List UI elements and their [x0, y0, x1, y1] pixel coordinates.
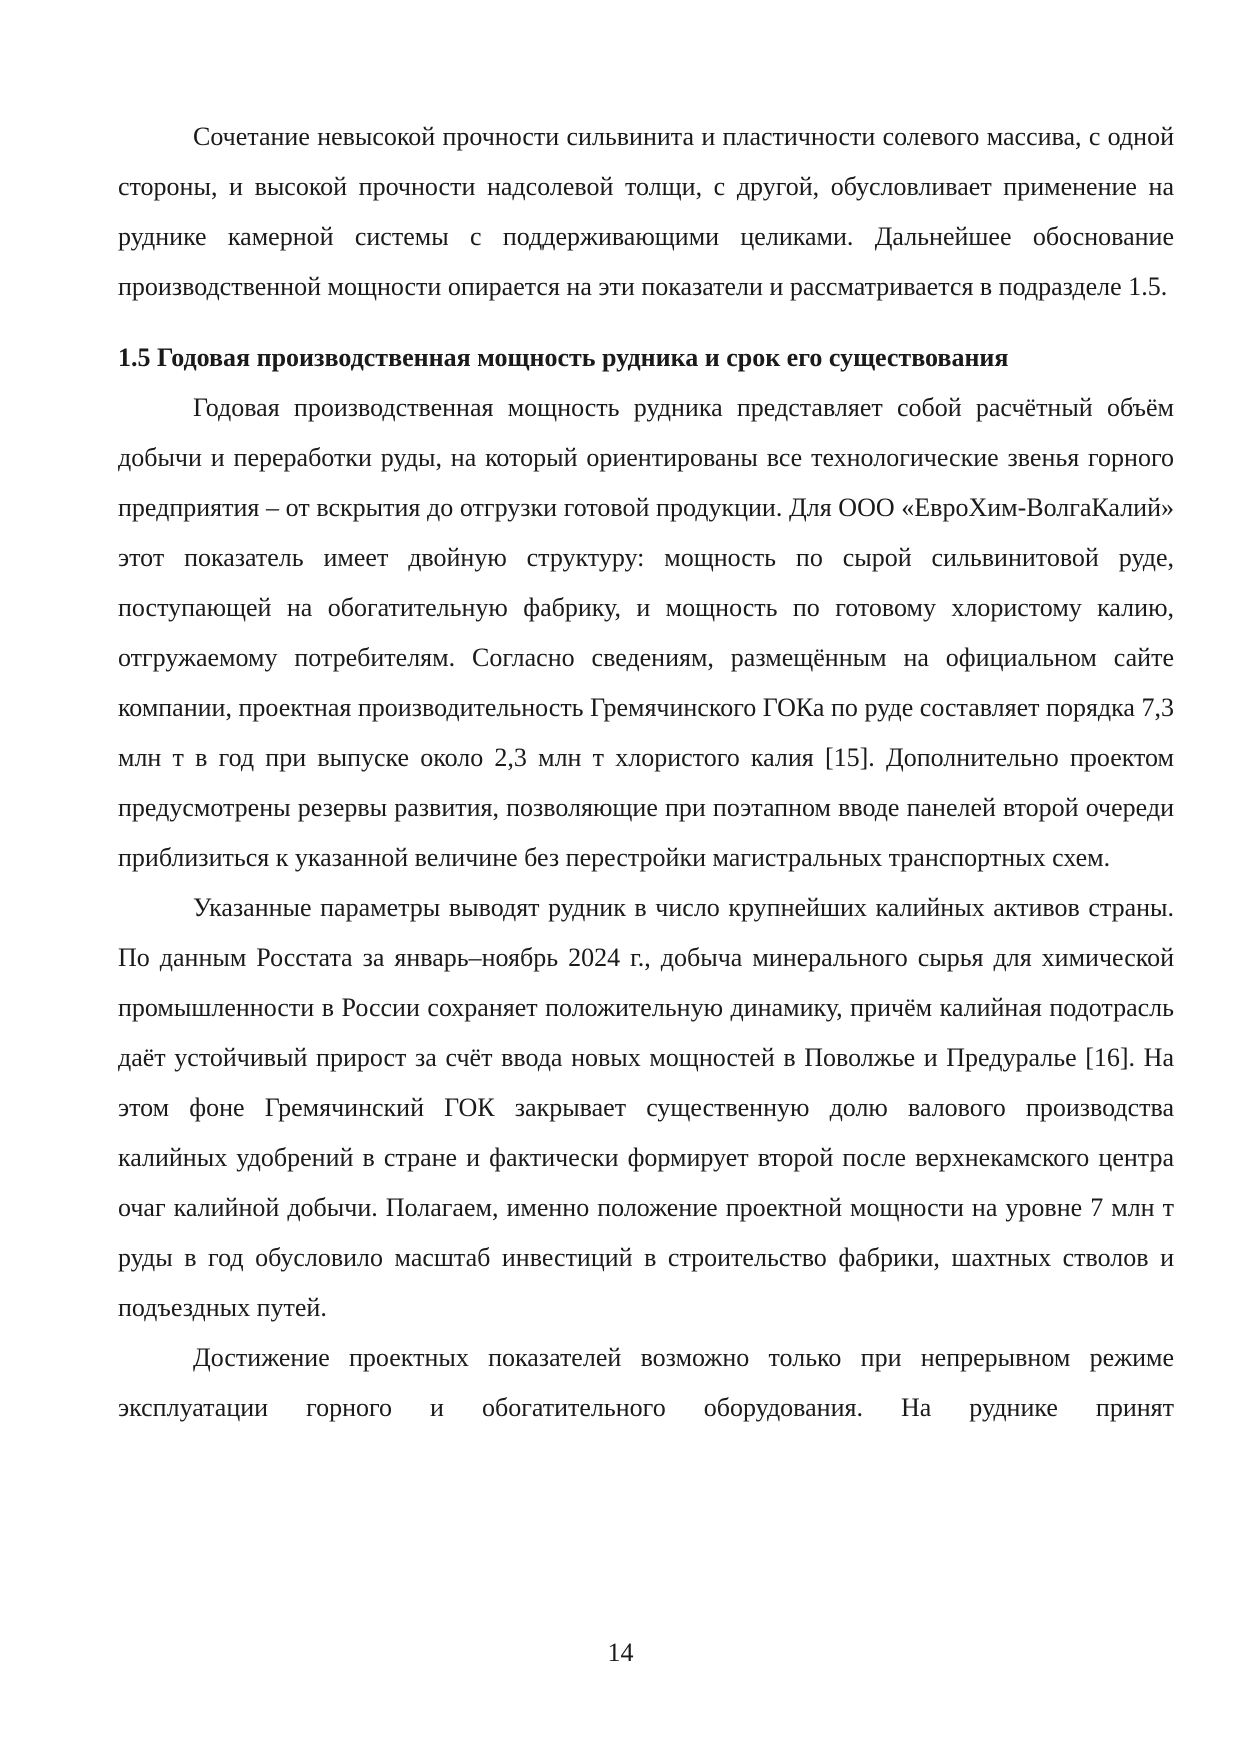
document-page [118, 112, 1174, 1433]
paragraph-capacity-definition: Годовая производственная мощность рудника представляет собой расчётный объём добычи и переработки руды, на который ориентированы все технологические звенья горного предприятия – от вскрытия до отгрузки готовой продукции. Для ООО «ЕвроХим-ВолгаКалий» этот показатель имеет двойную структуру: мощность по сырой сильвинитовой руде, поступающей на обогатительную фабрику, и мощность по готовому хлористому калию, отгружаемому потребителям. Согласно сведениям, размещённым на официальном сайте компании, проектная производительность Гремячинского ГОКа по руде составляет порядка 7,3 млн т в год при выпуске около 2,3 млн т хлористого калия [15]. Дополнительно проектом предусмотрены резервы развития, позволяющие при поэтапном вводе панелей второй очереди приблизиться к указанной величине без перестройки магистральных транспортных схем. [118, 393, 1174, 872]
paragraph-continuous-operation: Достижение проектных показателей возможно только при непрерывном режиме эксплуатации горного и обогатительного оборудования. На руднике принят [118, 1343, 1174, 1422]
page-number: 14 [607, 1638, 634, 1667]
paragraph-system-choice: Сочетание невысокой прочности сильвинита и пластичности солевого массива, с одной стороны, и высокой прочности надсолевой толщи, с другой, обусловливает применение на руднике камерной системы с поддерживающими целиками. Дальнейшее обоснование производственной мощности опирается на эти показатели и рассматривается в подразделе 1.5. [118, 122, 1174, 301]
section-heading: 1.5 Годовая производственная мощность рудника и срок его существования [118, 343, 1009, 372]
paragraph-capacity-significance: Указанные параметры выводят рудник в число крупнейших калийных активов страны. По данным Росстата за январь–ноябрь 2024 г., добыча минерального сырья для химической промышленности в России сохраняет положительную динамику, причём калийная подотрасль даёт устойчивый прирост за счёт ввода новых мощностей в Поволжье и Предуралье [16]. На этом фоне Гремячинский ГОК закрывает существенную долю валового производства калийных удобрений в стране и фактически формирует второй после верхнекамского центра очаг калийной добычи. Полагаем, именно положение проектной мощности на уровне 7 млн т руды в год обусловило масштаб инвестиций в строительство фабрики, шахтных стволов и подъездных путей. [118, 893, 1174, 1322]
